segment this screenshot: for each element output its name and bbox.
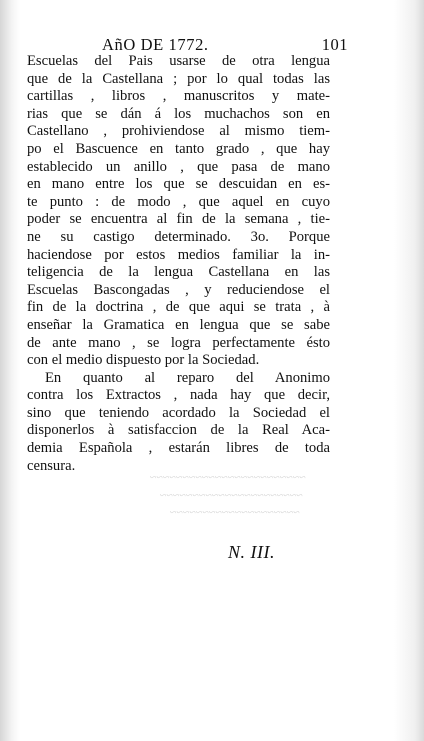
text-line: ne su castigo determinado. 3o. Porque <box>27 228 330 245</box>
text-line: con el medio dispuesto por la Sociedad. <box>27 352 260 369</box>
page-number: 101 <box>321 35 348 54</box>
text-line: haciendose por estos medios familiar la in- <box>27 246 330 263</box>
text-line: de ante mano , se logra perfectamente ésto <box>27 334 330 351</box>
text-line: cartillas , libros , manuscritos y mate- <box>27 88 330 105</box>
catchword: N. III. <box>228 542 275 562</box>
bleed-through-mark: ~~~~~~~~~~~~~~~~~~~~~~ <box>160 488 303 502</box>
text-line: que de la Castellana ; por lo qual todas las <box>27 70 330 87</box>
page-gutter-shadow <box>0 0 20 741</box>
text-line: demia Española , estarán libres de toda <box>27 440 330 457</box>
text-line: enseñar la Gramatica en lengua que se sabe <box>27 316 330 333</box>
page-edge-shadow <box>394 0 424 741</box>
text-line: sino que teniendo acordado la Sociedad el <box>27 404 330 421</box>
paragraph-2 <box>27 370 330 476</box>
bleed-through-mark: ~~~~~~~~~~~~~~~~~~~~ <box>170 505 300 519</box>
text-line: contra los Extractos , nada hay que decir, <box>27 387 330 404</box>
text-line: censura. <box>27 457 76 474</box>
text-line: po el Bascuence en tanto grado , que hay <box>27 140 330 157</box>
text-line: te punto : de modo , que aquel en cuyo <box>27 193 330 210</box>
text-line: establecido un anillo , que pasa de mano <box>27 158 330 175</box>
text-line: En quanto al reparo del Anonimo <box>45 369 330 386</box>
paragraph-1 <box>27 53 330 370</box>
text-line: Escuelas Bascongadas , y reduciendose el <box>27 281 330 298</box>
body-text <box>27 53 330 475</box>
text-line: rias que se dán á los muchachos son en <box>27 105 330 122</box>
page-header <box>24 35 350 53</box>
text-line: disponerlos à satisfaccion de la Real Aca- <box>27 422 330 439</box>
text-line: Escuelas del Pais usarse de otra lengua <box>27 53 330 69</box>
text-line: Castellano , prohiviendose al mismo tiem- <box>27 123 330 140</box>
text-line: teligencia de la lengua Castellana en las <box>27 264 330 281</box>
text-line: poder se encuentra al fin de la semana , tie- <box>27 211 330 228</box>
bleed-through-mark: ~~~~~~~~~~~~~~~~~~~~~~~~ <box>150 470 306 484</box>
running-head: AñO DE 1772. <box>102 35 209 54</box>
text-line: fin de la doctrina , de que aqui se trata , à <box>27 299 330 316</box>
text-line: en mano entre los que se descuidan en es- <box>27 176 330 193</box>
